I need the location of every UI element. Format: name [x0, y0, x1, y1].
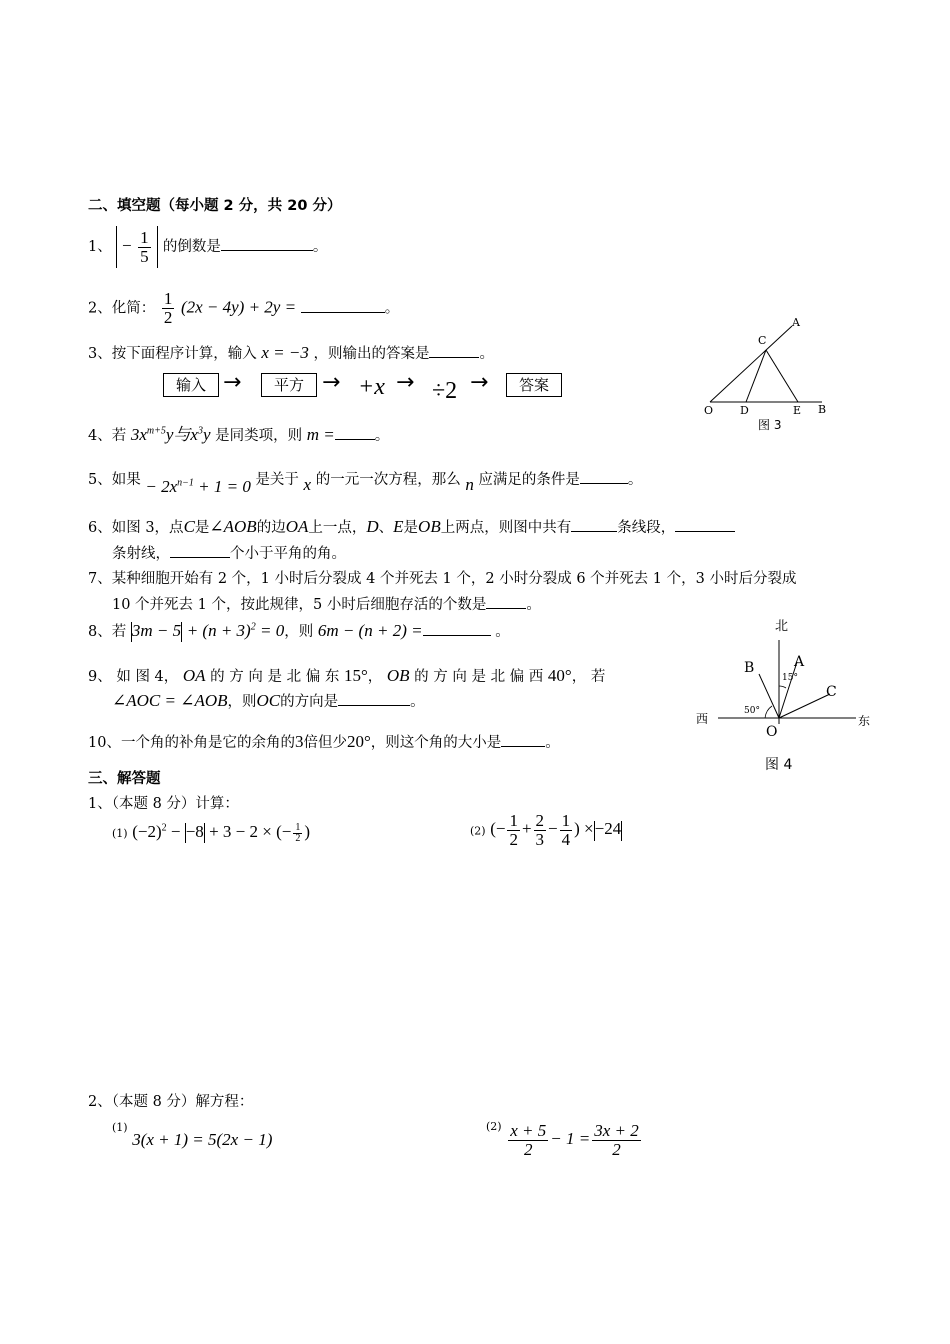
- fig4-west: 西: [696, 712, 709, 726]
- question-5: [88, 468, 643, 496]
- section3-title: 三、解答题: [88, 771, 161, 787]
- q9-deg15: 15°: [343, 666, 368, 685]
- q8-text: ，则: [284, 624, 314, 640]
- q6-blank-rays[interactable]: [675, 517, 735, 532]
- q10-end: 。: [545, 735, 560, 751]
- s3q1-part1: [112, 822, 310, 844]
- s3q1-p2-label: (2): [470, 824, 486, 838]
- q9-OC: OC: [256, 691, 281, 710]
- fig4-caption: 图 4: [765, 757, 793, 773]
- q9-text2: 的 方 向 是 北 偏 东: [210, 669, 340, 685]
- s3q2-p2-equation: $\frac{x + 5}{2}$ − 1 = $\frac{3x + 2}{2}$: [510, 1121, 639, 1159]
- q6-text9: 条射线，: [112, 546, 170, 562]
- q1-fraction: $\frac{1}{5}$: [140, 227, 149, 266]
- flow-square-box: 平方: [261, 373, 317, 397]
- s3q1-p2-expression: (− $\frac{1}{2}$ + $\frac{2}{3}$ − $\frac{1}{4}$ ) ×−24: [490, 811, 622, 849]
- question-9-line1: [88, 665, 605, 686]
- q3-end: 。: [479, 346, 494, 362]
- q4-answer-blank[interactable]: [335, 430, 375, 440]
- question-1: [88, 226, 327, 268]
- q6-blank-angles[interactable]: [170, 543, 230, 558]
- q10-text1: 10、一个角的补角是它的余角的: [88, 735, 295, 751]
- q2-expression: (2x − 4y) + 2y =: [180, 297, 297, 317]
- q5-expression: − $2x^{n-1} + 1 = 0$: [145, 477, 251, 496]
- q5-var-x: x: [303, 475, 312, 494]
- q6-text6: 是: [403, 520, 419, 536]
- q8-abs-right: [181, 622, 182, 642]
- s3q2-p1-equation: 3(x + 1) = 5(2x − 1): [132, 1130, 273, 1149]
- q6-text10: 个小于平角的角。: [230, 546, 346, 562]
- fig4-label-O: O: [766, 724, 778, 740]
- q6-E: E: [393, 517, 404, 536]
- fig4-label-B: B: [744, 660, 755, 676]
- fig3-label-O: O: [704, 404, 714, 417]
- q6-text5: 、: [378, 520, 394, 536]
- flow-plus-x: +x: [358, 374, 385, 400]
- q9-text6: ，则: [227, 694, 257, 710]
- q8-expr2: + $(n + 3)^2 = 0$: [186, 621, 285, 640]
- q9-text3: ，: [367, 669, 383, 685]
- q1-end: 。: [312, 239, 328, 255]
- q3-answer-blank[interactable]: [429, 343, 479, 358]
- q2-number: 2、化简：: [88, 300, 156, 317]
- q9-answer-blank[interactable]: [338, 691, 410, 706]
- q10-text3: ，则这个角的大小是: [370, 735, 502, 751]
- question-7-line1: 7、某种细胞开始有 2 个，1 小时后分裂成 4 个并死去 1 个，2 小时分裂成 6 个并死去 1 个，3 小时后分裂成: [88, 571, 797, 587]
- q9-text5: ， 若: [571, 669, 606, 685]
- q1-minus: −: [121, 236, 132, 255]
- q4-text: 是同类项，则: [215, 428, 303, 444]
- q1-text: 的倒数是: [162, 239, 221, 255]
- q6-OA: OA: [285, 517, 309, 536]
- abs-bar-left: [116, 226, 117, 268]
- q6-blank-segments[interactable]: [571, 517, 617, 532]
- s3q2-p1-label: (1): [112, 1121, 128, 1134]
- q3-text-b: ，则输出的答案是: [313, 346, 430, 362]
- s3q1-part2: [470, 812, 622, 849]
- q9-angle-eq: ∠AOC = ∠AOB: [112, 691, 228, 710]
- q2-answer-blank[interactable]: [301, 298, 385, 313]
- q5-text3: 应满足的条件是: [478, 472, 580, 488]
- s3q2-part1: [112, 1121, 273, 1149]
- q4-end: 。: [374, 428, 390, 444]
- q10-three: 3: [294, 732, 304, 751]
- fig3-label-E: E: [793, 404, 802, 417]
- fig4-label-C: C: [826, 684, 837, 700]
- question-4: [88, 420, 389, 445]
- fig3-caption: 图 3: [758, 418, 782, 432]
- flow-arrow-2: →: [322, 370, 341, 395]
- s3-question-2-title: 2、（本题 8 分）解方程：: [88, 1094, 254, 1110]
- fig3-label-C: C: [758, 334, 767, 347]
- q6-text2: 是: [194, 520, 210, 536]
- s3q2-p2-label: (2): [486, 1120, 502, 1134]
- figure-4: [690, 612, 880, 777]
- q6-text3: 的边: [256, 520, 286, 536]
- q8-expr4: 6m − (n + 2) =: [317, 621, 423, 640]
- fig3-label-A: A: [792, 316, 800, 329]
- q8-expr1: 3m − 5: [131, 621, 182, 640]
- q2-end: 。: [384, 300, 400, 317]
- s3q2-part2: [486, 1122, 643, 1159]
- q3-text-a: 3、按下面程序计算，输入: [88, 346, 257, 362]
- flow-answer-box: 答案: [506, 373, 562, 397]
- q1-answer-blank[interactable]: [221, 236, 313, 251]
- q6-text8: 条线段，: [617, 520, 676, 536]
- flow-arrow-4: →: [470, 370, 489, 395]
- q2-fraction: $\frac{1}{2}$: [163, 289, 173, 327]
- q9-text1: 9、 如 图 4，: [88, 669, 179, 685]
- q3-equation: x = −3: [261, 343, 309, 362]
- q5-var-n: n: [465, 475, 474, 494]
- question-3: [88, 342, 494, 363]
- q6-angle: ∠AOB: [209, 517, 257, 536]
- question-7-line2: [112, 593, 541, 614]
- q5-text2: 的一元一次方程，那么: [315, 472, 461, 488]
- q8-answer-blank[interactable]: [423, 626, 491, 636]
- q9-end: 。: [410, 694, 425, 710]
- fig4-angle-15: 15°: [782, 673, 798, 683]
- figure-3: [700, 312, 840, 437]
- q9-deg40: 40°: [547, 666, 572, 685]
- q4-eq: m =: [306, 425, 335, 444]
- q4-term1: $3x^{m+5}y$与$x^3y$: [130, 425, 211, 444]
- question-8: [88, 620, 510, 642]
- q4-number: 4、若: [88, 428, 127, 444]
- q9-text7: 的方向是: [280, 694, 339, 710]
- q1-number: 1、: [88, 239, 112, 255]
- q10-deg: 20°: [346, 732, 371, 751]
- q5-answer-blank[interactable]: [580, 469, 628, 484]
- q6-text4: 上一点，: [308, 520, 367, 536]
- fig3-label-D: D: [740, 404, 749, 417]
- q7-text: 10 个并死去 1 个，按此规律，5 小时后细胞存活的个数是: [112, 597, 487, 613]
- question-6-line2: [112, 542, 346, 563]
- q6-C: C: [183, 517, 195, 536]
- question-10: [88, 731, 560, 752]
- q9-text4: 的 方 向 是 北 偏 西: [414, 669, 544, 685]
- q5-end: 。: [627, 472, 643, 488]
- q8-end: 。: [495, 624, 510, 640]
- q6-text7: 上两点，则图中共有: [440, 520, 572, 536]
- q5-number: 5、如果: [88, 472, 141, 488]
- flow-input-box: 输入: [163, 373, 219, 397]
- flow-arrow-3: →: [396, 370, 415, 395]
- question-6-line1: [88, 516, 735, 537]
- q9-OA: OA: [182, 666, 206, 685]
- s3q1-p1-label: (1): [112, 827, 128, 840]
- flow-arrow-1: →: [223, 370, 242, 395]
- q8-number: 8、若: [88, 624, 127, 640]
- s3q1-p1-expression: $(-2)^2 - -8 + 3 - 2$ × (− $\frac{1}{2}$ ): [132, 821, 310, 844]
- fig4-east: 东: [858, 714, 871, 728]
- fig4-north: 北: [775, 619, 789, 634]
- section2-title: 二、填空题（每小题 2 分，共 20 分）: [88, 198, 342, 214]
- q7-end: 。: [526, 597, 541, 613]
- flow-divide-2: ÷2: [432, 378, 458, 404]
- fig4-angle-50: 50°: [744, 706, 760, 716]
- q6-D: D: [366, 517, 379, 536]
- fig4-label-A: A: [794, 654, 805, 670]
- q9-OB: OB: [386, 666, 410, 685]
- s3-question-1-title: 1、（本题 8 分）计算：: [88, 796, 239, 812]
- abs-bar-right: [157, 226, 158, 268]
- q6-OB: OB: [418, 517, 441, 536]
- q5-text1: 是关于: [255, 472, 299, 488]
- fig3-label-B: B: [818, 403, 827, 416]
- q10-answer-blank[interactable]: [501, 732, 545, 747]
- question-2: [88, 290, 399, 327]
- question-9-line2: [112, 690, 425, 711]
- q6-text1: 6、如图 3，点: [88, 520, 184, 536]
- q7-answer-blank[interactable]: [486, 594, 526, 609]
- q10-text2: 倍但少: [303, 735, 347, 751]
